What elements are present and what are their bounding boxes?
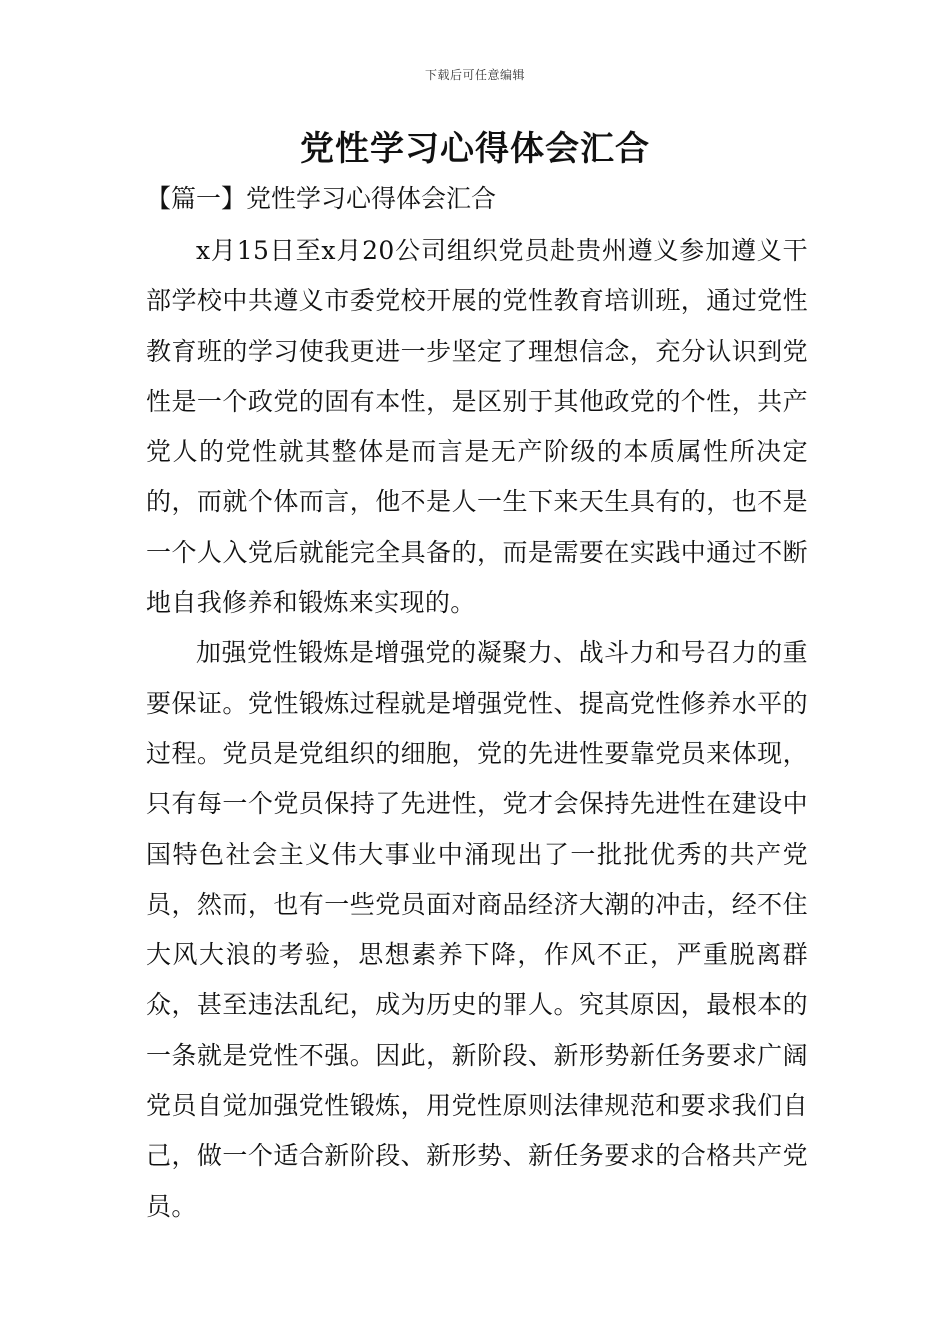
section-heading: 【篇一】党性学习心得体会汇合 bbox=[146, 184, 497, 213]
body-paragraph: 加强党性锻炼是增强党的凝聚力、战斗力和号召力的重要保证。党性锻炼过程就是增强党性、提高党性修养水平的过程。党员是党组织的细胞，党的先进性要靠党员来体现，只有每一个党员保持了先进性，党才会保持先进性在建设中国特色社会主义伟大事业中涌现出了一批批优秀的共产党员，然而，也有一些党员面对商品经济大潮的冲击，经不住大风大浪的考验，思想素养下降，作风不正，严重脱离群众，甚至违法乱纪，成为历史的罪人。究其原因，最根本的一条就是党性不强。因此，新阶段、新形势新任务要求广阔党员自觉加强党性锻炼，用党性原则法律规范和要求我们自己，做一个适合新阶段、新形势、新任务要求的合格共产党员。 bbox=[146, 638, 808, 1221]
header-note: 下载后可任意编辑 bbox=[424, 68, 525, 82]
document-title: 党性学习心得体会汇合 bbox=[300, 129, 650, 169]
body-paragraph: x月15日至x月20公司组织党员赴贵州遵义参加遵义干部学校中共遵义市委党校开展的党性教育培训班，通过党性教育班的学习使我更进一步坚定了理想信念，充分认识到党性是一个政党的固有本性，是区别于其他政党的个性，共产党人的党性就其整体是而言是无产阶级的本质属性所决定的，而就个体而言，他不是人一生下来天生具有的，也不是一个人入党后就能完全具备的，而是需要在实践中通过不断地自我修养和锻炼来实现的。 bbox=[146, 236, 808, 618]
document-body bbox=[146, 226, 808, 1232]
